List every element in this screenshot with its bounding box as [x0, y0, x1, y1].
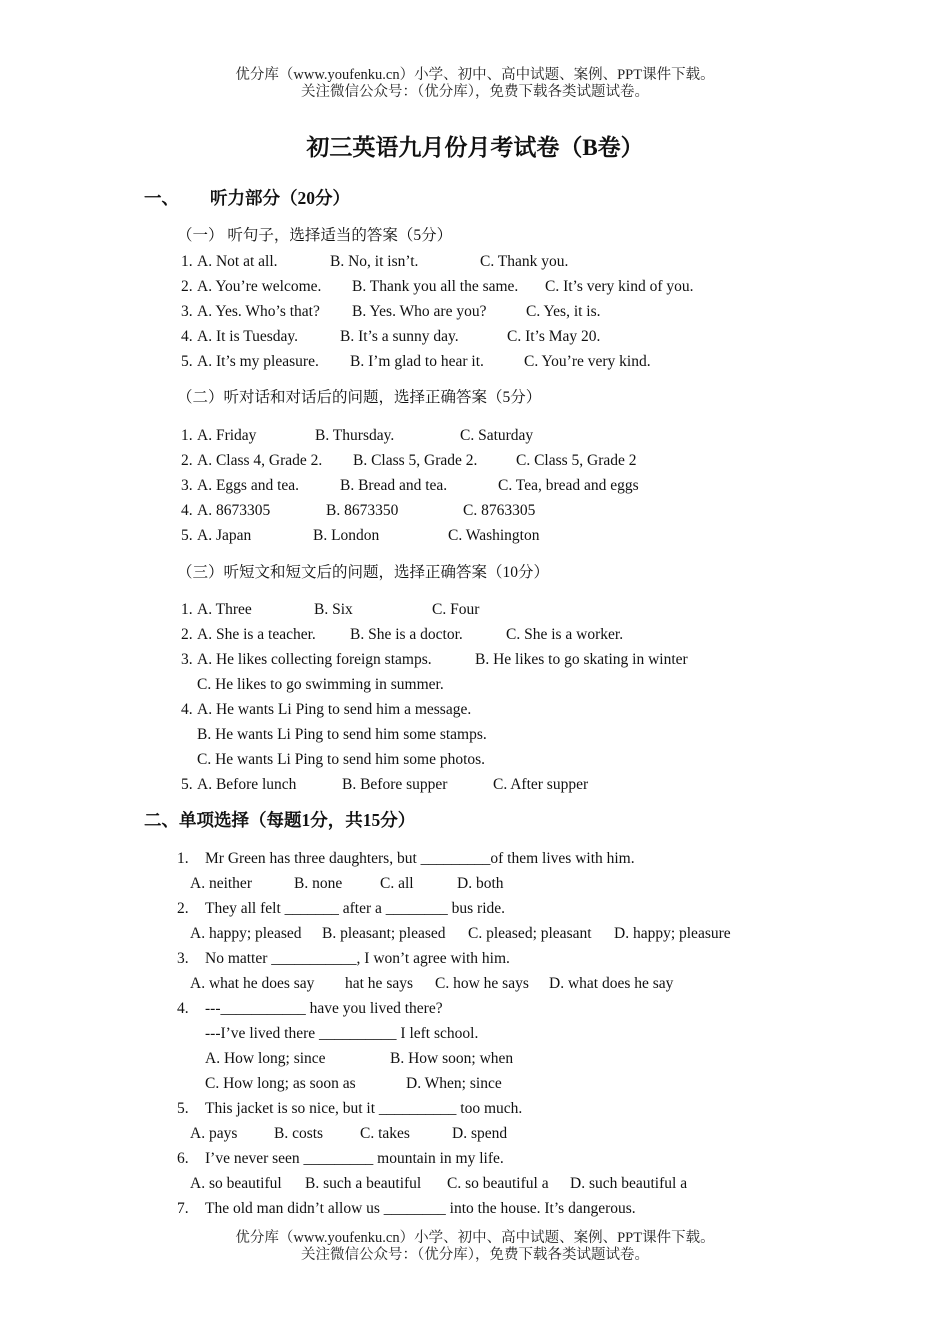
part2-heading: （二）听对话和对话后的问题，选择正确答案（5分） — [177, 389, 542, 406]
s2-q2-option-b: B. pleasant; pleased — [322, 925, 446, 942]
p2-q2-option-b: B. Class 5, Grade 2. — [353, 452, 478, 469]
p3-q2-option-b: B. She is a doctor. — [350, 626, 463, 643]
p1-q4-option-b: B. It’s a sunny day. — [340, 328, 459, 345]
p2-q3-option-a: A. Eggs and tea. — [197, 477, 300, 494]
p1-q4-option-c: C. It’s May 20. — [507, 328, 601, 345]
s2-q5-stem: This jacket is so nice, but it __________ too much. — [205, 1100, 523, 1117]
p1-q1-option-c: C. Thank you. — [480, 253, 569, 270]
p1-q3-option-c: C. Yes, it is. — [526, 303, 601, 320]
s2-q2-option-a: A. happy; pleased — [190, 925, 302, 942]
p3-q4-option-c: C. He wants Li Ping to send him some photos. — [197, 751, 486, 768]
p3-q3-number: 3. — [181, 651, 193, 668]
s2-q2-option-c: C. pleased; pleasant — [468, 925, 592, 942]
p2-q4-option-c: C. 8763305 — [463, 502, 536, 519]
p3-q5-option-b: B. Before supper — [342, 776, 448, 793]
section1-title: 听力部分（20分） — [210, 188, 350, 208]
p2-q4-option-b: B. 8673350 — [326, 502, 399, 519]
s2-q4-stem-2: ---I’ve lived there __________ I left school. — [205, 1025, 479, 1042]
p3-q3-option-c: C. He likes to go swimming in summer. — [197, 676, 444, 693]
s2-q6-option-d: D. such beautiful a — [570, 1175, 688, 1192]
p2-q3-option-c: C. Tea, bread and eggs — [498, 477, 639, 494]
s2-q4-number: 4. — [177, 1000, 189, 1017]
p1-q2-number: 2. — [181, 278, 193, 295]
p2-q1-number: 1. — [181, 427, 193, 444]
s2-q6-number: 6. — [177, 1150, 189, 1167]
page-footer — [0, 1230, 950, 1264]
s2-q3-option-d: D. what does he say — [549, 975, 674, 992]
p2-q1-option-c: C. Saturday — [460, 427, 534, 444]
s2-q3-number: 3. — [177, 950, 189, 967]
header-line-1: 优分库（www.youfenku.cn）小学、初中、高中试题、案例、PPT课件下载。 — [235, 67, 715, 83]
p3-q1-option-c: C. Four — [432, 601, 480, 618]
p3-q5-number: 5. — [181, 776, 193, 793]
s2-q6-option-b: B. such a beautiful — [305, 1175, 422, 1192]
p2-q2-option-a: A. Class 4, Grade 2. — [197, 452, 323, 469]
s2-q6-option-a: A. so beautiful — [190, 1175, 282, 1192]
s2-q4-option-c: C. How long; as soon as — [205, 1075, 356, 1092]
footer-line-1: 优分库（www.youfenku.cn）小学、初中、高中试题、案例、PPT课件下载。 — [235, 1230, 715, 1246]
s2-q7-stem: The old man didn’t allow us ________ into the house. It’s dangerous. — [205, 1200, 636, 1217]
s2-q1-option-c: C. all — [380, 875, 414, 892]
s2-q1-option-b: B. none — [294, 875, 343, 892]
s2-q5-option-c: C. takes — [360, 1125, 410, 1142]
p2-q1-option-a: A. Friday — [197, 427, 257, 444]
p1-q2-option-c: C. It’s very kind of you. — [545, 278, 694, 295]
s2-q6-option-c: C. so beautiful a — [447, 1175, 549, 1192]
p1-q4-option-a: A. It is Tuesday. — [197, 328, 299, 345]
p3-q4-option-a: A. He wants Li Ping to send him a message. — [197, 701, 472, 718]
p1-q2-option-b: B. Thank you all the same. — [352, 278, 519, 295]
p1-q3-option-b: B. Yes. Who are you? — [352, 303, 487, 320]
p3-q5-option-c: C. After supper — [493, 776, 589, 793]
p1-q1-option-a: A. Not at all. — [197, 253, 278, 270]
s2-q3-option-c: C. how he says — [435, 975, 529, 992]
p1-q5-option-c: C. You’re very kind. — [524, 353, 651, 370]
p2-q5-option-c: C. Washington — [448, 527, 540, 544]
p1-q5-option-b: B. I’m glad to hear it. — [350, 353, 484, 370]
p3-q3-option-b: B. He likes to go skating in winter — [475, 651, 688, 668]
s2-q4-option-a: A. How long; since — [205, 1050, 326, 1067]
section1-number: 一、 — [144, 188, 179, 208]
p2-q3-option-b: B. Bread and tea. — [340, 477, 448, 494]
s2-q4-option-d: D. When; since — [406, 1075, 502, 1092]
s2-q5-option-b: B. costs — [274, 1125, 324, 1142]
s2-q4-option-b: B. How soon; when — [390, 1050, 514, 1067]
exam-title: 初三英语九月份月考试卷（B卷） — [306, 135, 644, 160]
s2-q3-stem: No matter ___________, I won’t agree with him. — [205, 950, 510, 967]
s2-q5-option-d: D. spend — [452, 1125, 508, 1142]
p2-q5-option-b: B. London — [313, 527, 380, 544]
s2-q1-number: 1. — [177, 850, 189, 867]
s2-q2-option-d: D. happy; pleasure — [614, 925, 731, 942]
p1-q1-number: 1. — [181, 253, 193, 270]
p3-q1-option-b: B. Six — [314, 601, 353, 618]
p2-q2-number: 2. — [181, 452, 193, 469]
p2-q4-number: 4. — [181, 502, 193, 519]
s2-q2-number: 2. — [177, 900, 189, 917]
s2-q7-number: 7. — [177, 1200, 189, 1217]
p3-q1-number: 1. — [181, 601, 193, 618]
p1-q2-option-a: A. You’re welcome. — [197, 278, 322, 295]
p3-q2-option-a: A. She is a teacher. — [197, 626, 316, 643]
p1-q5-number: 5. — [181, 353, 193, 370]
p3-q4-number: 4. — [181, 701, 193, 718]
p2-q2-option-c: C. Class 5, Grade 2 — [516, 452, 637, 469]
part3-heading: （三）听短文和短文后的问题，选择正确答案（10分） — [177, 564, 550, 581]
s2-q3-option-b: hat he says — [345, 975, 414, 992]
p3-q3-option-a: A. He likes collecting foreign stamps. — [197, 651, 432, 668]
s2-q1-option-a: A. neither — [190, 875, 252, 892]
p2-q3-number: 3. — [181, 477, 193, 494]
s2-q3-option-a: A. what he does say — [190, 975, 315, 992]
s2-q1-stem: Mr Green has three daughters, but _________of them lives with him. — [205, 850, 635, 867]
p1-q3-number: 3. — [181, 303, 193, 320]
p3-q4-option-b: B. He wants Li Ping to send him some stamps. — [197, 726, 487, 743]
p2-q4-option-a: A. 8673305 — [197, 502, 271, 519]
p3-q2-option-c: C. She is a worker. — [506, 626, 624, 643]
s2-q1-option-d: D. both — [457, 875, 504, 892]
p3-q1-option-a: A. Three — [197, 601, 252, 618]
p2-q5-number: 5. — [181, 527, 193, 544]
part1-heading: （一） 听句子，选择适当的答案（5分） — [177, 227, 453, 244]
s2-q5-option-a: A. pays — [190, 1125, 238, 1142]
p1-q5-option-a: A. It’s my pleasure. — [197, 353, 319, 370]
p2-q5-option-a: A. Japan — [197, 527, 252, 544]
section2-title: 二、单项选择（每题1分，共15分） — [144, 810, 416, 830]
s2-q4-stem: ---___________ have you lived there? — [205, 1000, 443, 1017]
p3-q5-option-a: A. Before lunch — [197, 776, 297, 793]
page-header — [0, 67, 950, 101]
p1-q1-option-b: B. No, it isn’t. — [330, 253, 419, 270]
s2-q5-number: 5. — [177, 1100, 189, 1117]
p1-q3-option-a: A. Yes. Who’s that? — [197, 303, 320, 320]
header-line-2: 关注微信公众号：（优分库），免费下载各类试题试卷。 — [301, 84, 649, 100]
p3-q2-number: 2. — [181, 626, 193, 643]
p2-q1-option-b: B. Thursday. — [315, 427, 395, 444]
p1-q4-number: 4. — [181, 328, 193, 345]
s2-q6-stem: I’ve never seen _________ mountain in my life. — [205, 1150, 504, 1167]
s2-q2-stem: They all felt _______ after a ________ bus ride. — [205, 900, 506, 917]
footer-line-2: 关注微信公众号：（优分库），免费下载各类试题试卷。 — [301, 1247, 649, 1263]
